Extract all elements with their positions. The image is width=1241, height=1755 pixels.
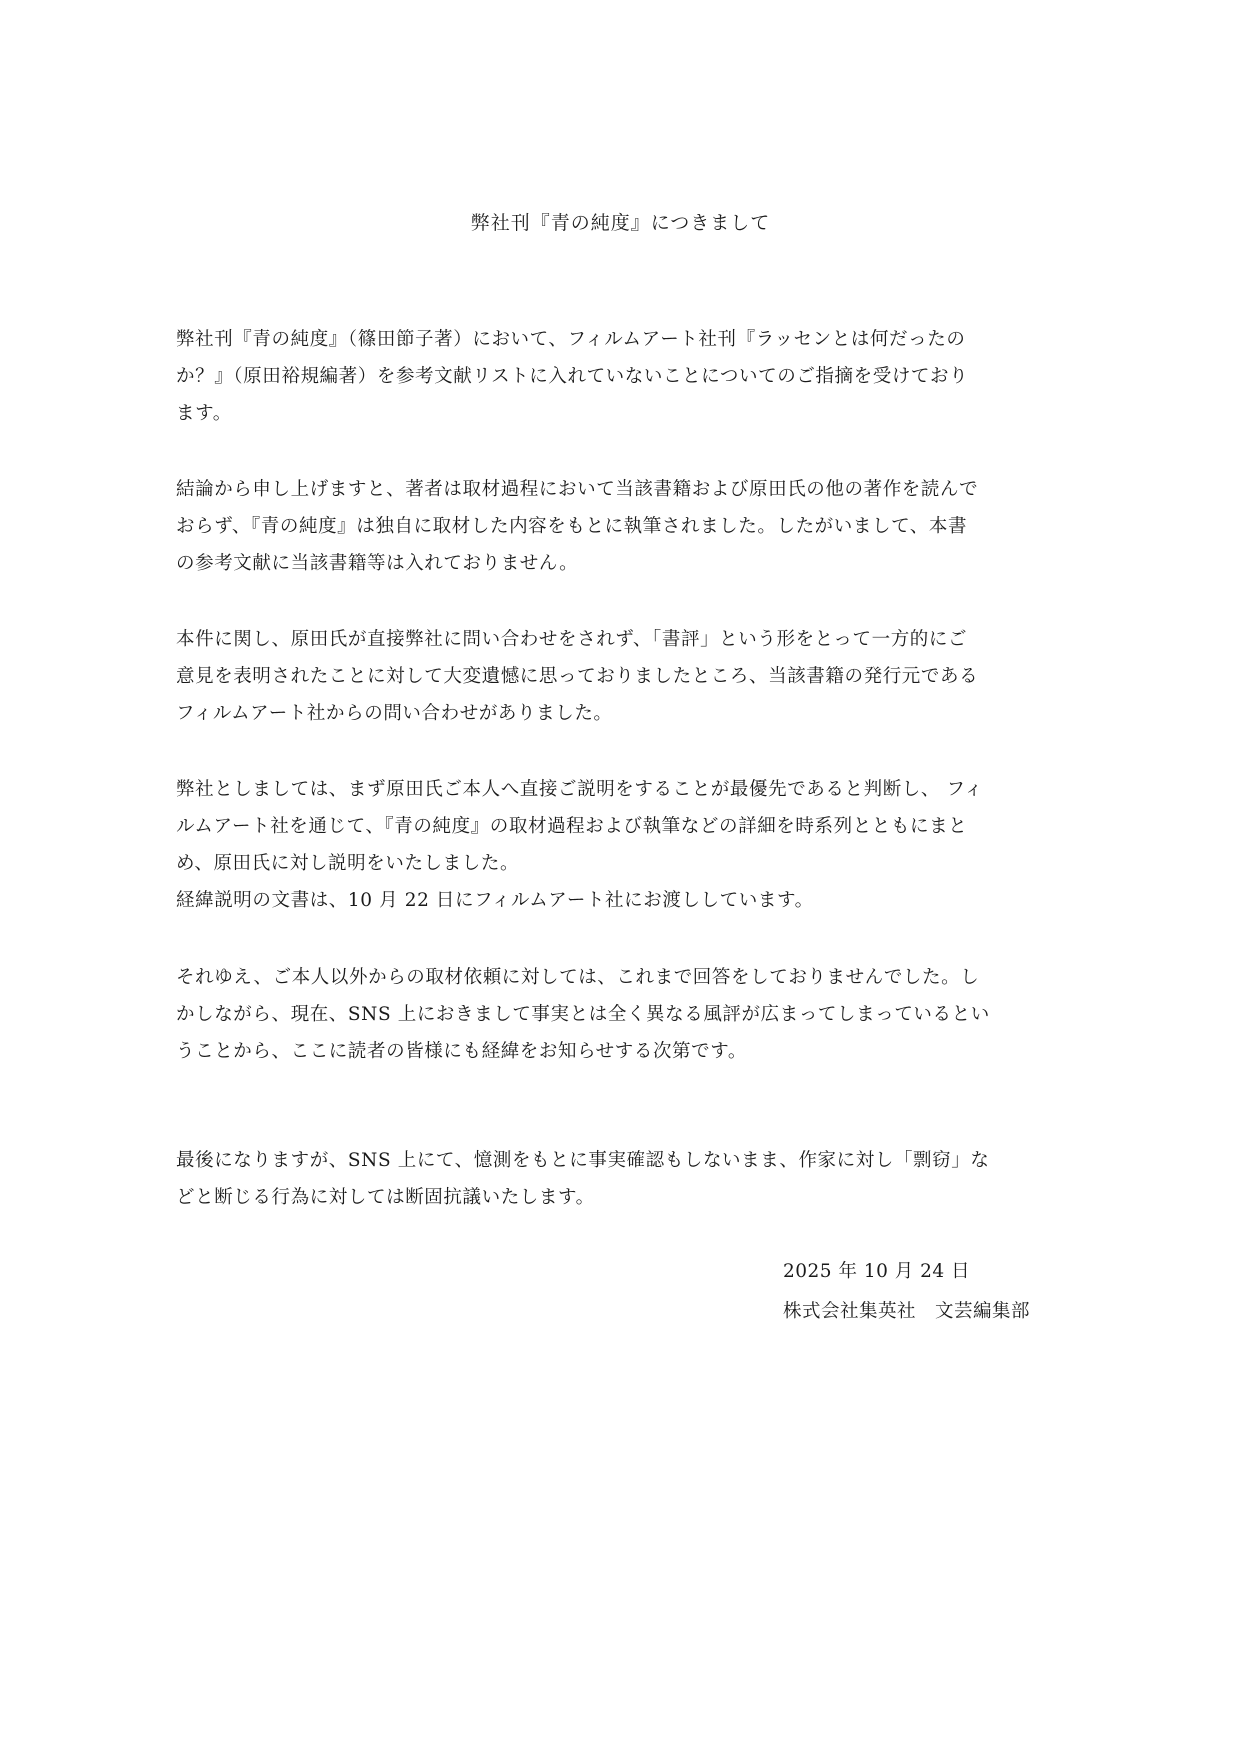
paragraph-line: 最後になりますが、SNS 上にて、憶測をもとに事実確認もしないまま、作家に対し「剽窃」な — [176, 1150, 990, 1171]
signature-organization: 株式会社集英社 文芸編集部 — [783, 1301, 1031, 1322]
paragraph-line: ルムアート社を通じて、『青の純度』の取材過程および執筆などの詳細を時系列とともにまと — [176, 816, 968, 837]
signature-date: 2025 年 10 月 24 日 — [783, 1261, 971, 1282]
paragraph-line: かしながら、現在、SNS 上におきまして事実とは全く異なる風評が広まってしまっているとい — [176, 1004, 990, 1025]
paragraph-line: 弊社刊『青の純度』（篠田節子著）において、フィルムアート社刊『ラッセンとは何だったの — [176, 329, 966, 350]
paragraph-line: うことから、ここに読者の皆様にも経緯をお知らせする次第です。 — [176, 1041, 747, 1062]
paragraph-line: どと断じる行為に対しては断固抗議いたします。 — [176, 1187, 595, 1208]
paragraph-1 — [176, 321, 1060, 432]
paragraph-6 — [176, 1142, 1060, 1216]
paragraph-line: め、原田氏に対し説明をいたしました。 — [176, 853, 520, 874]
paragraph-2 — [176, 471, 1060, 582]
paragraph-line: の参考文献に当該書籍等は入れておりません。 — [176, 553, 579, 574]
paragraph-line: か？』（原田裕規編著）を参考文献リストに入れていないことについてのご指摘を受けており — [176, 366, 969, 387]
paragraph-line: 経緯説明の文書は、10 月 22 日にフィルムアート社にお渡ししています。 — [176, 890, 814, 911]
paragraph-line: ます。 — [176, 403, 232, 424]
paragraph-line: それゆえ、ご本人以外からの取材依頼に対しては、これまで回答をしておりませんでした。し — [176, 967, 980, 988]
paragraph-line: 弊社としましては、まず原田氏ご本人へ直接ご説明をすることが最優先であると判断し、 フィ — [176, 779, 984, 800]
paragraph-5 — [176, 959, 1060, 1070]
paragraph-line: フィルムアート社からの問い合わせがありました。 — [176, 703, 613, 724]
paragraph-line: 本件に関し、原田氏が直接弊社に問い合わせをされず、「書評」という形をとって一方的にご — [176, 629, 968, 650]
document-title: 弊社刊『青の純度』につきまして — [470, 212, 771, 234]
paragraph-3 — [176, 621, 1060, 732]
paragraph-4 — [176, 771, 1060, 919]
paragraph-line: 結論から申し上げますと、著者は取材過程において当該書籍および原田氏の他の著作を読んで — [176, 479, 979, 500]
paragraph-line: おらず、『青の純度』は独自に取材した内容をもとに執筆されました。したがいまして、本書 — [176, 516, 968, 537]
paragraph-line: 意見を表明されたことに対して大変遺憾に思っておりましたところ、当該書籍の発行元である — [176, 666, 979, 687]
